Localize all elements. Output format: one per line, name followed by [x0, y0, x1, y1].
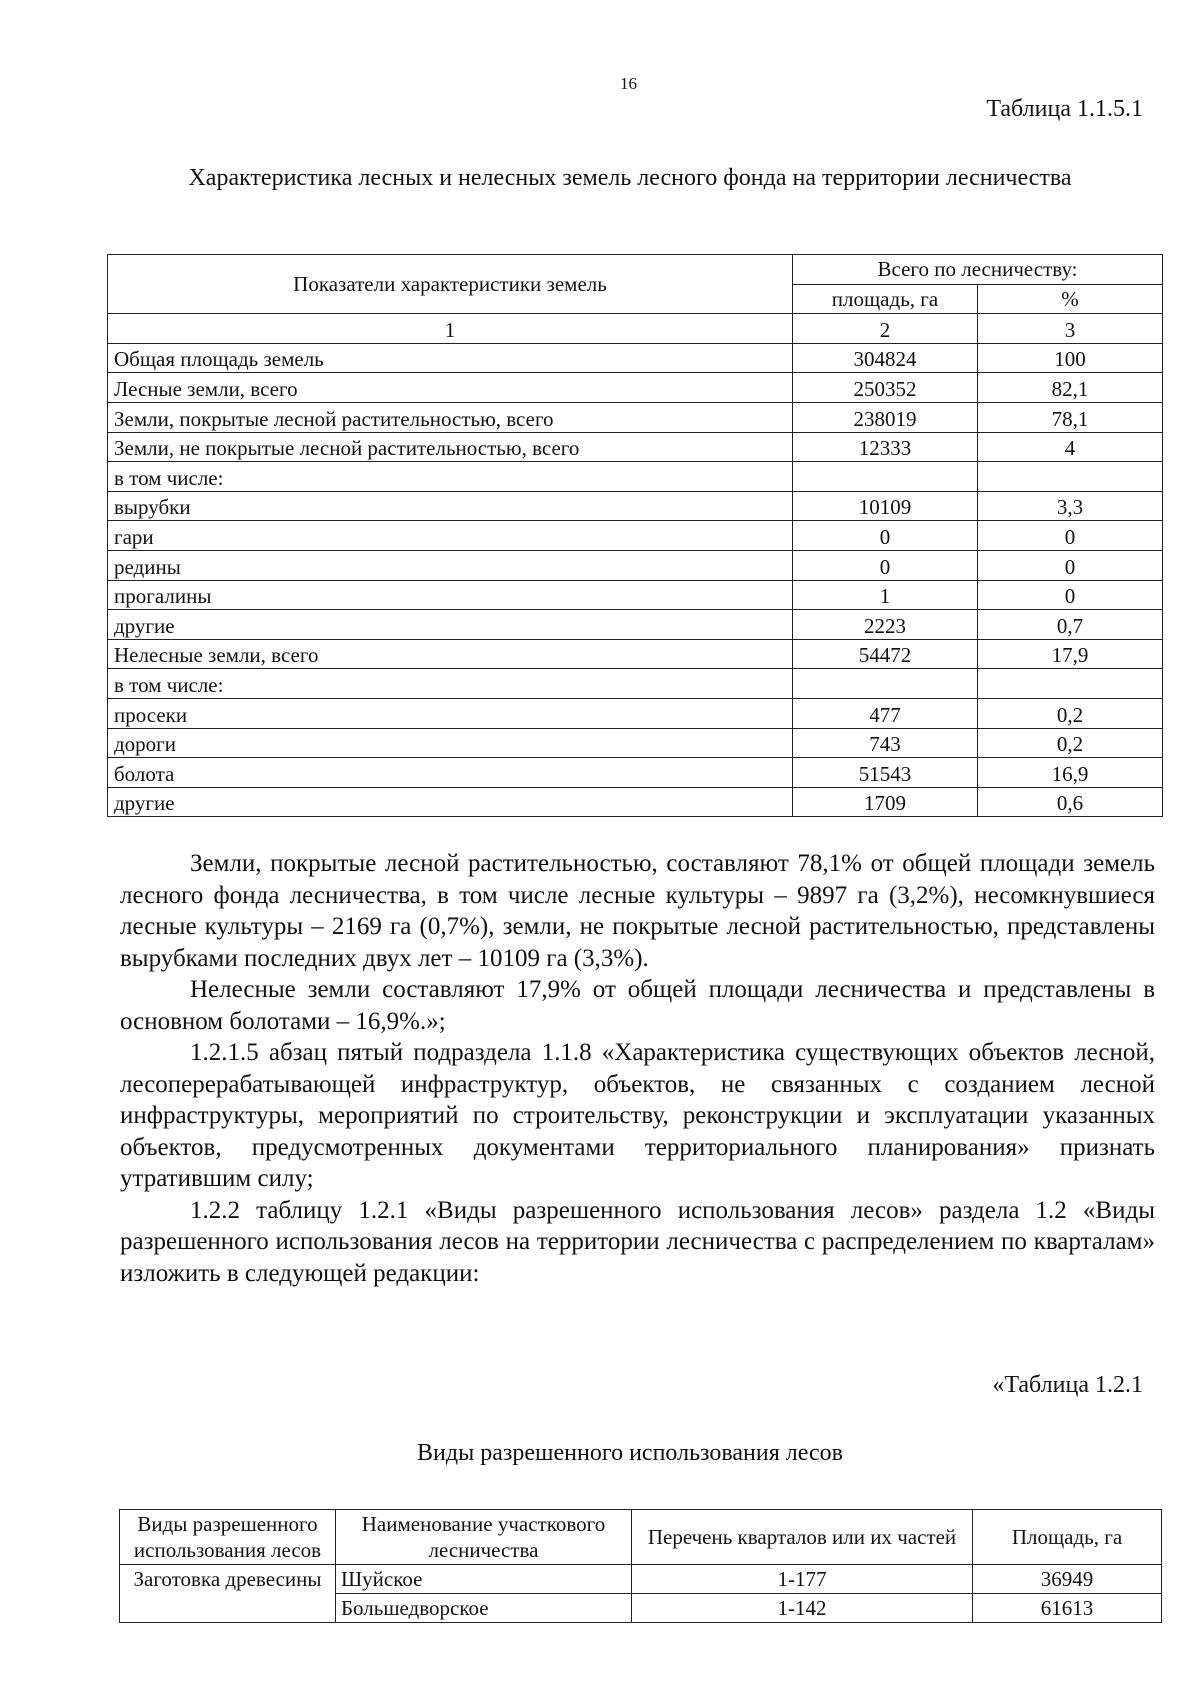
quarters-cell: 1-142 [632, 1594, 973, 1623]
area-cell: 304824 [793, 343, 978, 373]
indicator-cell: в том числе: [108, 669, 793, 699]
column-number: 1 [108, 314, 793, 344]
table-row [108, 728, 1163, 758]
indicator-cell: Земли, покрытые лесной растительностью, всего [108, 402, 793, 432]
percent-cell: 0,7 [978, 610, 1163, 640]
percent-cell: 82,1 [978, 373, 1163, 403]
percent-cell: 0 [978, 580, 1163, 610]
area-cell: 10109 [793, 491, 978, 521]
area-cell: 1 [793, 580, 978, 610]
area-cell: 477 [793, 698, 978, 728]
forestry-cell: Шуйское [336, 1565, 632, 1594]
area-cell: 250352 [793, 373, 978, 403]
table-2-title: Виды разрешенного использования лесов [417, 1440, 843, 1466]
percent-cell: 0,2 [978, 698, 1163, 728]
indicator-cell: прогалины [108, 580, 793, 610]
indicator-cell: другие [108, 787, 793, 817]
percent-cell: 0,6 [978, 787, 1163, 817]
percent-cell: 100 [978, 343, 1163, 373]
header-indicators: Показатели характеристики земель [108, 255, 793, 314]
use-type-cell: Заготовка древесины [120, 1565, 336, 1623]
table-row [108, 610, 1163, 640]
percent-cell [978, 462, 1163, 492]
indicator-cell: Нелесные земли, всего [108, 639, 793, 669]
area-cell [793, 462, 978, 492]
indicator-cell: другие [108, 610, 793, 640]
table-row [108, 758, 1163, 788]
indicator-cell: вырубки [108, 491, 793, 521]
indicator-cell: Земли, не покрытые лесной растительностью, всего [108, 432, 793, 462]
paragraph: Земли, покрытые лесной растительностью, составляют 78,1% от общей площади земель лесного фонда лесничества, в том числе лесные культуры – 9897 га (3,2%), несомкнувшиеся лесные культуры – 2169 га (0,7%), земли, не покрытые лесной растительностью, представлены вырубками последних двух лет – 10109 га (3,3%). [120, 850, 1155, 972]
table-row [108, 550, 1163, 580]
land-characteristics-table [107, 254, 1163, 817]
area-cell: 54472 [793, 639, 978, 669]
header-area: Площадь, га [973, 1510, 1162, 1565]
table-2-number: «Таблица 1.2.1 [992, 1372, 1143, 1398]
indicator-cell: в том числе: [108, 462, 793, 492]
percent-cell: 16,9 [978, 758, 1163, 788]
indicator-cell: редины [108, 550, 793, 580]
table-row [108, 462, 1163, 492]
table-row [108, 580, 1163, 610]
indicator-cell: Лесные земли, всего [108, 373, 793, 403]
table-row [108, 373, 1163, 403]
indicator-cell: болота [108, 758, 793, 788]
table-row [120, 1565, 1162, 1594]
paragraph: Нелесные земли составляют 17,9% от общей площади лесничества и представлены в основном болотами – 16,9%.»; [120, 976, 1155, 1035]
table-row [108, 787, 1163, 817]
area-cell: 0 [793, 550, 978, 580]
page-number: 16 [620, 74, 637, 93]
table-1-title: Характеристика лесных и нелесных земель лесного фонда на территории лесничества [188, 165, 1072, 191]
table-row [108, 343, 1163, 373]
table-1-number: Таблица 1.1.5.1 [986, 96, 1143, 122]
area-cell: 36949 [973, 1565, 1162, 1594]
percent-cell: 0,2 [978, 728, 1163, 758]
column-number: 2 [793, 314, 978, 344]
percent-cell: 4 [978, 432, 1163, 462]
table-row [108, 639, 1163, 669]
header-use-type: Виды разрешенного использования лесов [120, 1510, 336, 1565]
area-cell [793, 669, 978, 699]
table-row [108, 669, 1163, 699]
header-forestry-name: Наименование участкового лесничества [336, 1510, 632, 1565]
indicator-cell: дороги [108, 728, 793, 758]
permitted-use-table [119, 1509, 1162, 1623]
column-number: 3 [978, 314, 1163, 344]
percent-cell [978, 669, 1163, 699]
table-row [108, 402, 1163, 432]
table-header-row [108, 255, 1163, 285]
paragraph: 1.2.2 таблицу 1.2.1 «Виды разрешенного использования лесов» раздела 1.2 «Виды разрешенного использования лесов на территории лесничества с распределением по кварталам» изложить в следующей редакции: [120, 1196, 1155, 1287]
table-row [108, 432, 1163, 462]
header-area: площадь, га [793, 284, 978, 314]
area-cell: 1709 [793, 787, 978, 817]
quarters-cell: 1-177 [632, 1565, 973, 1594]
table-row [108, 521, 1163, 551]
percent-cell: 17,9 [978, 639, 1163, 669]
header-total-forestry: Всего по лесничеству: [793, 255, 1163, 285]
percent-cell: 78,1 [978, 402, 1163, 432]
area-cell: 743 [793, 728, 978, 758]
percent-cell: 3,3 [978, 491, 1163, 521]
indicator-cell: Общая площадь земель [108, 343, 793, 373]
percent-cell: 0 [978, 550, 1163, 580]
table-row [108, 491, 1163, 521]
area-cell: 51543 [793, 758, 978, 788]
area-cell: 61613 [973, 1594, 1162, 1623]
body-text [120, 848, 1155, 1289]
area-cell: 238019 [793, 402, 978, 432]
indicator-cell: просеки [108, 698, 793, 728]
header-percent: % [978, 284, 1163, 314]
paragraph: 1.2.1.5 абзац пятый подраздела 1.1.8 «Характеристика существующих объектов лесной, лесоперерабатывающей инфраструктур, объектов, не связанных с созданием лесной инфраструктуры, мероприятий по строительству, реконструкции и эксплуатации указанных объектов, предусмотренных документами территориального планирования» признать утратившим силу; [120, 1039, 1155, 1192]
percent-cell: 0 [978, 521, 1163, 551]
table-row [108, 698, 1163, 728]
area-cell: 2223 [793, 610, 978, 640]
area-cell: 12333 [793, 432, 978, 462]
forestry-cell: Большедворское [336, 1594, 632, 1623]
table-header-row [120, 1510, 1162, 1565]
column-number-row [108, 314, 1163, 344]
area-cell: 0 [793, 521, 978, 551]
indicator-cell: гари [108, 521, 793, 551]
header-quarters: Перечень кварталов или их частей [632, 1510, 973, 1565]
